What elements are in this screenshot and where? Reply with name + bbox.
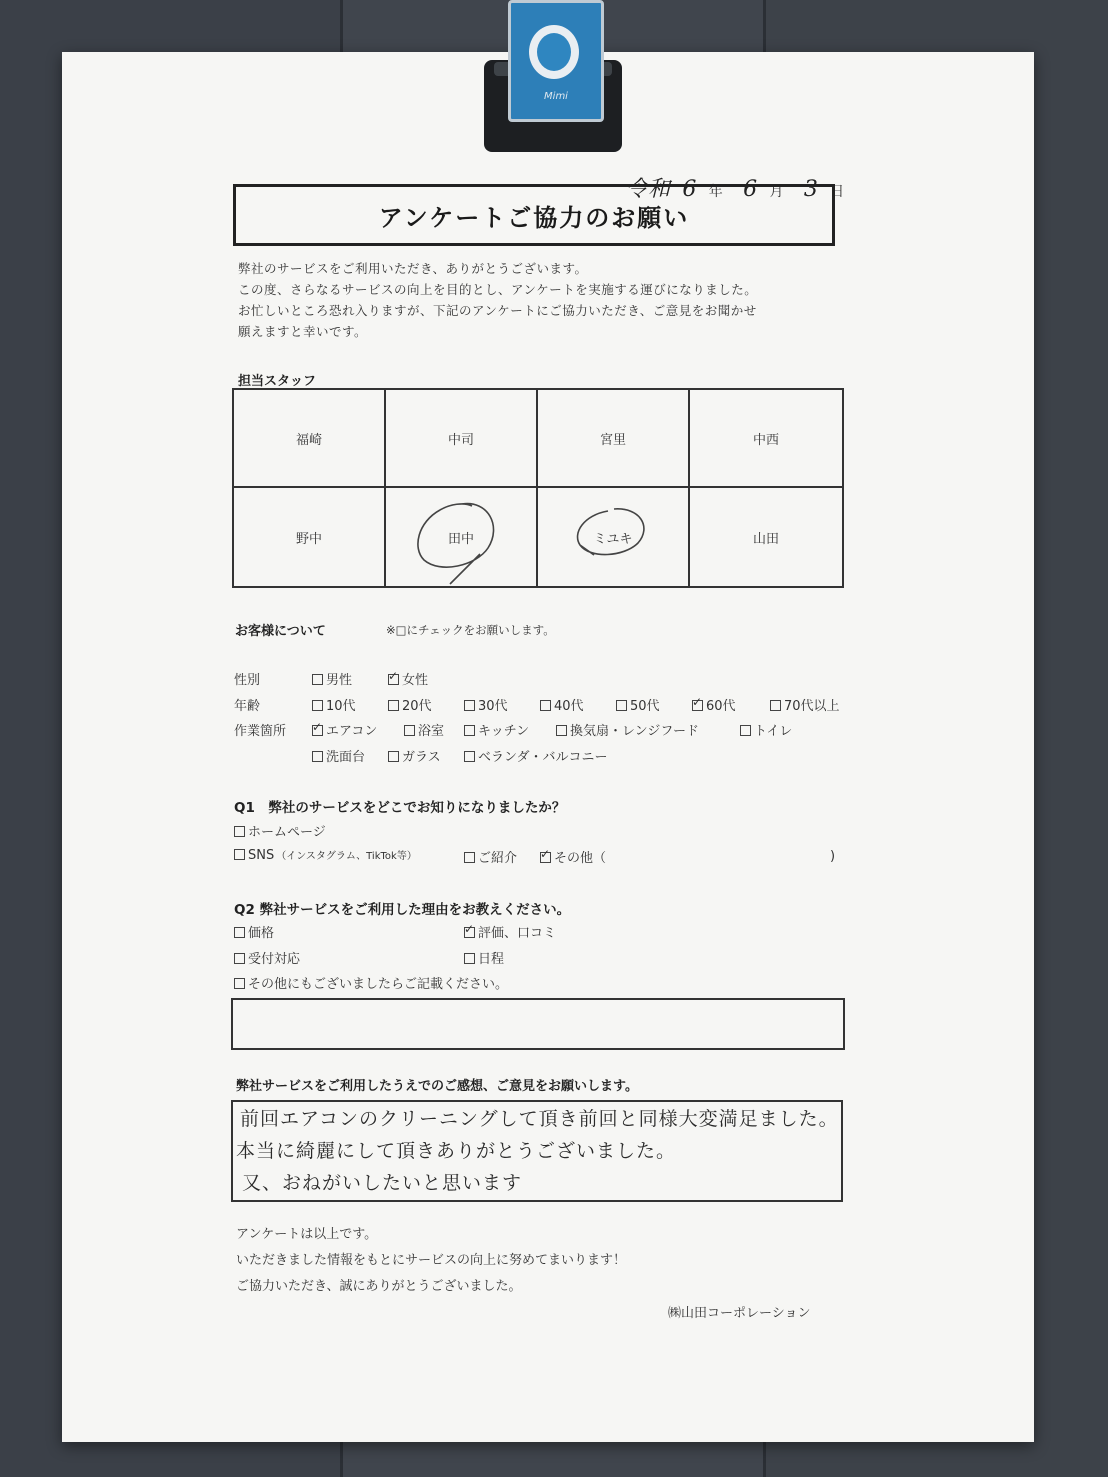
- comments-label: 弊社サービスをご利用したうえでのご感想、ご意見をお願いします。: [236, 1079, 638, 1094]
- work-option[interactable]: キッチン: [464, 720, 529, 739]
- gender-label: 性別: [234, 673, 261, 688]
- intro-text: 弊社のサービスをご利用いただき、ありがとうございます。 この度、さらなるサービスの向上を目的とし、アンケートを実施する運びになりました。 お忙しいところ恐れ入りますが、下記のアンケートにご協力いただき、ご意見をお聞かせ 願えますと幸いです。: [238, 261, 758, 339]
- comment-line: 本当に綺麗にして頂きありがとうございました。: [236, 1140, 677, 1162]
- age-option[interactable]: 50代: [616, 695, 660, 714]
- work-option[interactable]: ガラス: [388, 746, 441, 765]
- q1-option-intro[interactable]: ご紹介: [464, 847, 517, 866]
- age-option[interactable]: 30代: [464, 695, 508, 714]
- staff-label: 担当スタッフ: [238, 374, 317, 389]
- staff-cell-circled[interactable]: 田中: [386, 488, 538, 586]
- q2-option[interactable]: 価格: [234, 922, 274, 941]
- age-option[interactable]: 70代以上: [770, 695, 840, 714]
- staff-cell[interactable]: 福崎: [234, 390, 386, 488]
- q2-option[interactable]: その他にもございましたらご記載ください。: [234, 973, 508, 992]
- staff-cell[interactable]: 中司: [386, 390, 538, 488]
- q2-option[interactable]: 日程: [464, 948, 504, 967]
- staff-cell[interactable]: 山田: [752, 531, 779, 547]
- staff-cell[interactable]: 中西: [690, 390, 842, 488]
- staff-cell[interactable]: 宮里: [538, 390, 690, 488]
- date-year: 6: [682, 177, 697, 202]
- age-option[interactable]: 10代: [312, 695, 356, 714]
- date: 令和 6 年 6 月 3 日: [626, 177, 845, 202]
- age-label: 年齢: [234, 699, 261, 714]
- gender-option[interactable]: ✓ 女性: [388, 669, 428, 688]
- work-option[interactable]: 洗面台: [312, 746, 365, 765]
- date-month: 6: [743, 177, 758, 202]
- staff-cell[interactable]: 野中: [234, 488, 386, 586]
- q1-option-homepage[interactable]: ホームページ: [234, 821, 326, 840]
- work-option[interactable]: 浴室: [404, 720, 444, 739]
- q2-option[interactable]: ✓ 評価、口コミ: [464, 922, 556, 941]
- outro-text: アンケートは以上です。 いただきました情報をもとにサービスの向上に努めてまいります！ ご協力いただき、誠にありがとうございました。: [236, 1227, 627, 1294]
- work-option[interactable]: ベランダ・バルコニー: [464, 746, 607, 765]
- q1-option-sns[interactable]: SNS （インスタグラム、TikTok等）: [234, 847, 417, 863]
- q2-option[interactable]: 受付対応: [234, 948, 300, 967]
- age-option[interactable]: ✓ 60代: [692, 695, 736, 714]
- date-era: 令和: [626, 177, 671, 202]
- company-name: ㈱山田コーポレーション: [668, 1306, 811, 1321]
- paper-clip: [478, 0, 628, 156]
- gender-option[interactable]: 男性: [312, 669, 352, 688]
- survey-title: アンケートご協力のお願い: [233, 184, 835, 246]
- q1-other-close: ): [830, 849, 836, 864]
- comment-line: 又、おねがいしたいと思います: [242, 1172, 523, 1194]
- clip-brand: Mimi: [544, 91, 568, 102]
- comment-line: 前回エアコンのクリーニングして頂き前回と同様大変満足ました。: [240, 1108, 839, 1130]
- date-day: 3: [803, 177, 818, 202]
- staff-table: [232, 388, 844, 588]
- age-option[interactable]: 20代: [388, 695, 432, 714]
- q2-title: Q2 弊社サービスをご利用した理由をお教えください。: [234, 902, 571, 918]
- customer-label: お客様について: [235, 624, 326, 639]
- q2-other-input[interactable]: [231, 998, 845, 1050]
- work-option[interactable]: トイレ: [740, 720, 792, 739]
- work-option[interactable]: ✓ エアコン: [312, 720, 377, 739]
- clip-logo-icon: [508, 0, 604, 122]
- work-option[interactable]: 換気扇・レンジフード: [556, 720, 699, 739]
- age-option[interactable]: 40代: [540, 695, 584, 714]
- q1-title: Q1 弊社のサービスをどこでお知りになりましたか？: [234, 800, 566, 816]
- staff-cell-circled[interactable]: ミユキ: [538, 488, 690, 586]
- q1-option-other[interactable]: ✓ その他（: [540, 847, 606, 866]
- work-label: 作業箇所: [234, 724, 287, 739]
- customer-note: ※□にチェックをお願いします。: [386, 623, 555, 637]
